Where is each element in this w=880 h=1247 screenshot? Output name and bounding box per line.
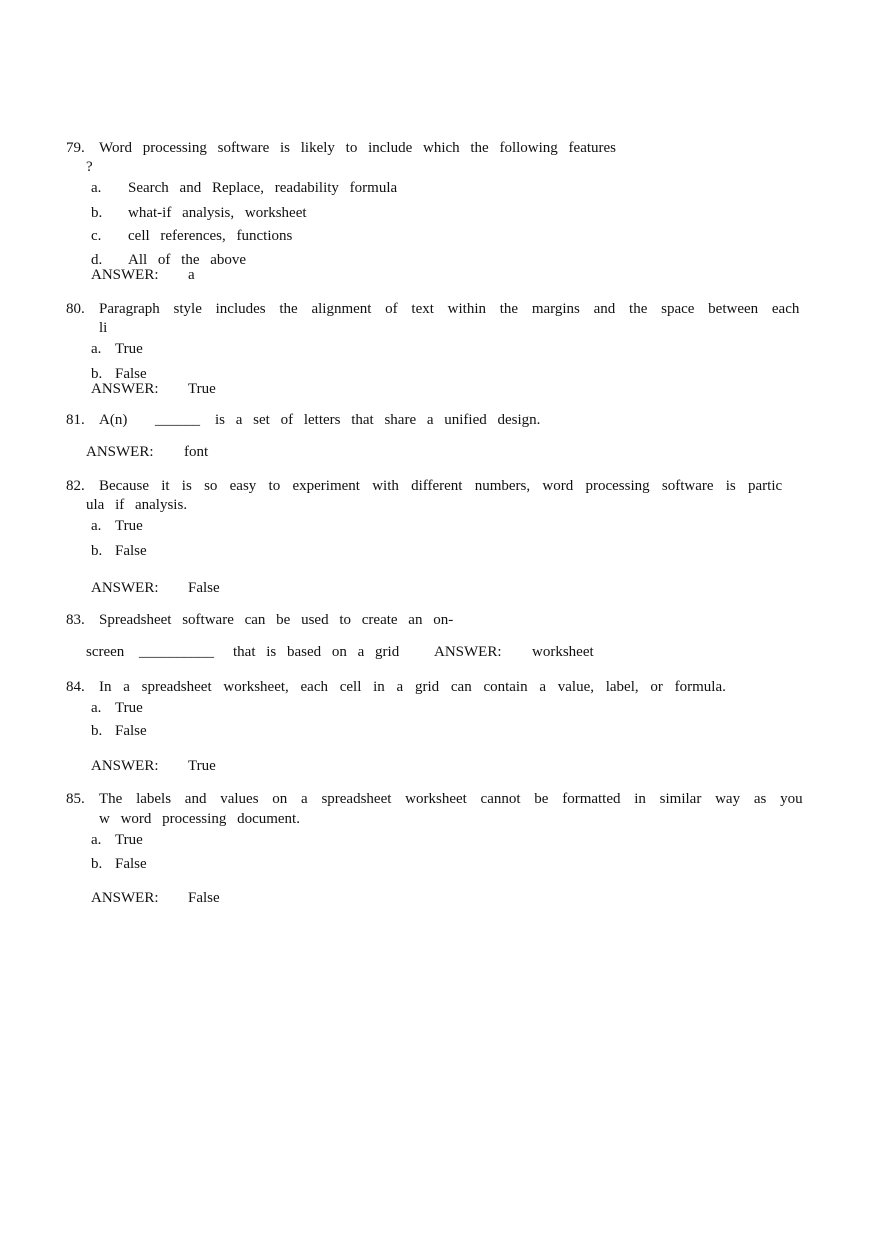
option-letter: b. bbox=[91, 543, 103, 559]
question-number: 80. bbox=[66, 301, 85, 317]
answer-value: True bbox=[188, 381, 216, 397]
option-text: False bbox=[115, 543, 147, 559]
blank-line: __________ bbox=[139, 644, 214, 660]
answer-label: ANSWER: bbox=[91, 580, 159, 596]
option-letter: b. bbox=[91, 366, 103, 382]
question-stem: A(n) bbox=[99, 412, 128, 428]
question-stem: Word processing software is likely to include which the following features bbox=[99, 140, 617, 156]
question-stem: Spreadsheet software can be used to create an on- bbox=[99, 612, 454, 628]
question-stem: is a set of letters that share a unified design. bbox=[215, 412, 541, 428]
question-number: 83. bbox=[66, 612, 85, 628]
blank-line: ______ bbox=[155, 412, 200, 428]
question-stem: The labels and values on a spreadsheet worksheet cannot be formatted in similar way as you bbox=[99, 791, 803, 807]
option-text: cell references, functions bbox=[128, 228, 293, 244]
option-text: Search and Replace, readability formula bbox=[128, 180, 398, 196]
option-letter: a. bbox=[91, 341, 102, 357]
question-stem: Paragraph style includes the alignment of text within the margins and the space between each bbox=[99, 301, 800, 317]
question-stem-continued: li bbox=[99, 320, 108, 336]
answer-label: ANSWER: bbox=[86, 444, 154, 460]
question-number: 84. bbox=[66, 679, 85, 695]
answer-value: False bbox=[188, 890, 220, 906]
question-stem: that is based on a grid bbox=[233, 644, 400, 660]
option-text: All of the above bbox=[128, 252, 247, 268]
option-text: False bbox=[115, 723, 147, 739]
question-stem-continued: ula if analysis. bbox=[86, 497, 188, 513]
option-letter: b. bbox=[91, 856, 103, 872]
answer-value: True bbox=[188, 758, 216, 774]
answer-value: worksheet bbox=[532, 644, 594, 660]
answer-label: ANSWER: bbox=[91, 890, 159, 906]
question-stem: In a spreadsheet worksheet, each cell in a grid can contain a value, label, or formula. bbox=[99, 679, 726, 695]
answer-value: a bbox=[188, 267, 195, 283]
option-letter: b. bbox=[91, 205, 103, 221]
option-letter: d. bbox=[91, 252, 103, 268]
option-text: False bbox=[115, 856, 147, 872]
option-letter: a. bbox=[91, 700, 102, 716]
option-text: False bbox=[115, 366, 147, 382]
option-text: what-if analysis, worksheet bbox=[128, 205, 307, 221]
question-number: 82. bbox=[66, 478, 85, 494]
question-number: 79. bbox=[66, 140, 85, 156]
question-number: 81. bbox=[66, 412, 85, 428]
answer-label: ANSWER: bbox=[91, 758, 159, 774]
option-text: True bbox=[115, 341, 143, 357]
answer-label: ANSWER: bbox=[91, 381, 159, 397]
option-letter: b. bbox=[91, 723, 103, 739]
answer-value: font bbox=[184, 444, 209, 460]
answer-value: False bbox=[188, 580, 220, 596]
question-stem-continued: ? bbox=[86, 159, 93, 175]
option-letter: a. bbox=[91, 832, 102, 848]
question-stem-continued: screen bbox=[86, 644, 125, 660]
question-stem: Because it is so easy to experiment with different numbers, word processing software is partic bbox=[99, 478, 783, 494]
option-letter: c. bbox=[91, 228, 102, 244]
option-text: True bbox=[115, 518, 143, 534]
option-text: True bbox=[115, 832, 143, 848]
option-letter: a. bbox=[91, 518, 102, 534]
question-stem-continued: w word processing document. bbox=[99, 811, 300, 827]
option-letter: a. bbox=[91, 180, 102, 196]
option-text: True bbox=[115, 700, 143, 716]
answer-label: ANSWER: bbox=[91, 267, 159, 283]
question-number: 85. bbox=[66, 791, 85, 807]
answer-label: ANSWER: bbox=[434, 644, 502, 660]
